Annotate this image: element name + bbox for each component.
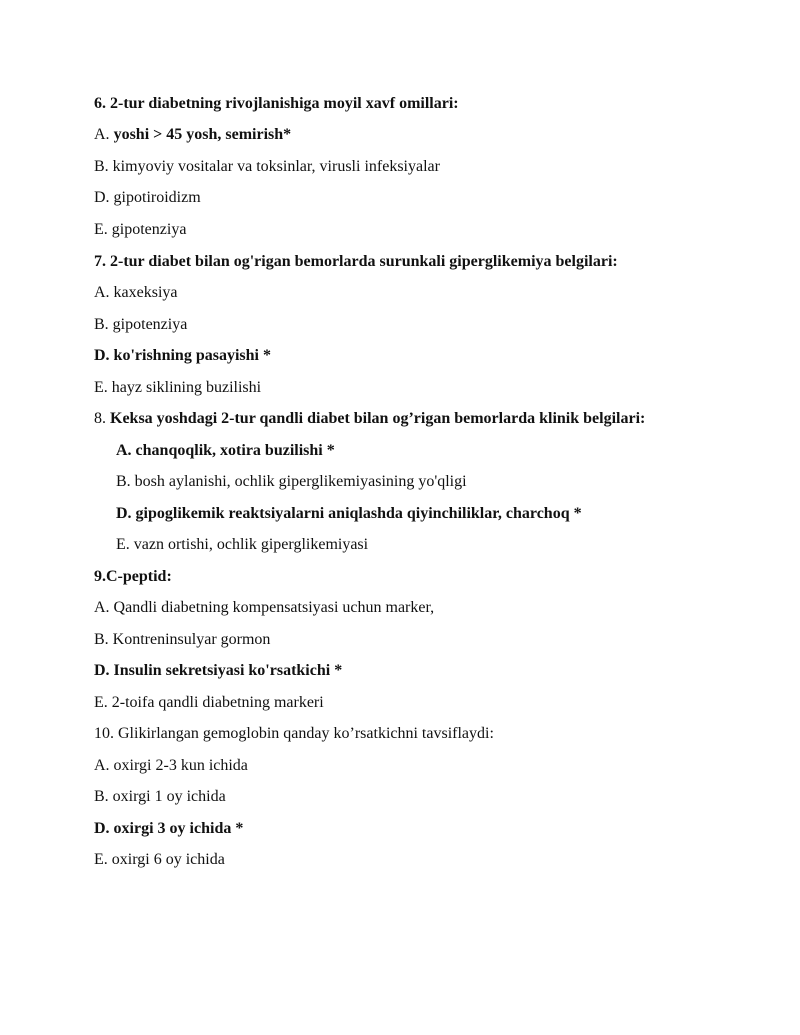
q9-option-a: A. Qandli diabetning kompensatsiyasi uchun marker, xyxy=(94,599,435,616)
q7-option-d: D. ko'rishning pasayishi * xyxy=(94,347,271,364)
q8-option-d: D. gipoglikemik reaktsiyalarni aniqlashda qiyinchiliklar, charchoq * xyxy=(116,505,582,522)
q8-question: Keksa yoshdagi 2-tur qandli diabet bilan og’rigan bemorlarda klinik belgilari: xyxy=(110,410,646,427)
q6-option-e: E. gipotenziya xyxy=(94,221,187,238)
q7-option-a: A. kaxeksiya xyxy=(94,284,178,301)
q6-option-b: B. kimyoviy vositalar va toksinlar, virusli infeksiyalar xyxy=(94,158,440,175)
q10-option-e: E. oxirgi 6 oy ichida xyxy=(94,851,225,868)
q10-question: 10. Glikirlangan gemoglobin qanday ko’rsatkichni tavsiflaydi: xyxy=(94,725,494,742)
q8-option-a: A. chanqoqlik, xotira buzilishi * xyxy=(116,442,335,459)
q6-option-a-letter: A. xyxy=(94,126,114,143)
q9-question: 9.C-peptid: xyxy=(94,568,172,585)
q6-option-d: D. gipotiroidizm xyxy=(94,189,201,206)
q9-option-b: B. Kontreninsulyar gormon xyxy=(94,631,271,648)
q8-option-b: B. bosh aylanishi, ochlik giperglikemiyasining yo'qligi xyxy=(116,473,467,490)
q10-option-d: D. oxirgi 3 oy ichida * xyxy=(94,820,244,837)
q6-question: 6. 2-tur diabetning rivojlanishiga moyil xavf omillari: xyxy=(94,95,459,112)
q8-number: 8. xyxy=(94,410,110,427)
q7-option-e: E. hayz siklining buzilishi xyxy=(94,379,262,396)
q8-question-line xyxy=(94,409,645,429)
q6-option-a xyxy=(94,125,291,145)
q6-option-a-text: yoshi > 45 yosh, semirish* xyxy=(113,126,292,143)
q10-option-a: A. oxirgi 2-3 kun ichida xyxy=(94,757,248,774)
q9-option-d: D. Insulin sekretsiyasi ko'rsatkichi * xyxy=(94,662,343,679)
q9-option-e: E. 2-toifa qandli diabetning markeri xyxy=(94,694,324,711)
q8-option-e: E. vazn ortishi, ochlik giperglikemiyasi xyxy=(116,536,369,553)
q7-question: 7. 2-tur diabet bilan og'rigan bemorlarda surunkali giperglikemiya belgilari: xyxy=(94,253,618,270)
q7-option-b: B. gipotenziya xyxy=(94,316,188,333)
q10-option-b: B. oxirgi 1 oy ichida xyxy=(94,788,226,805)
